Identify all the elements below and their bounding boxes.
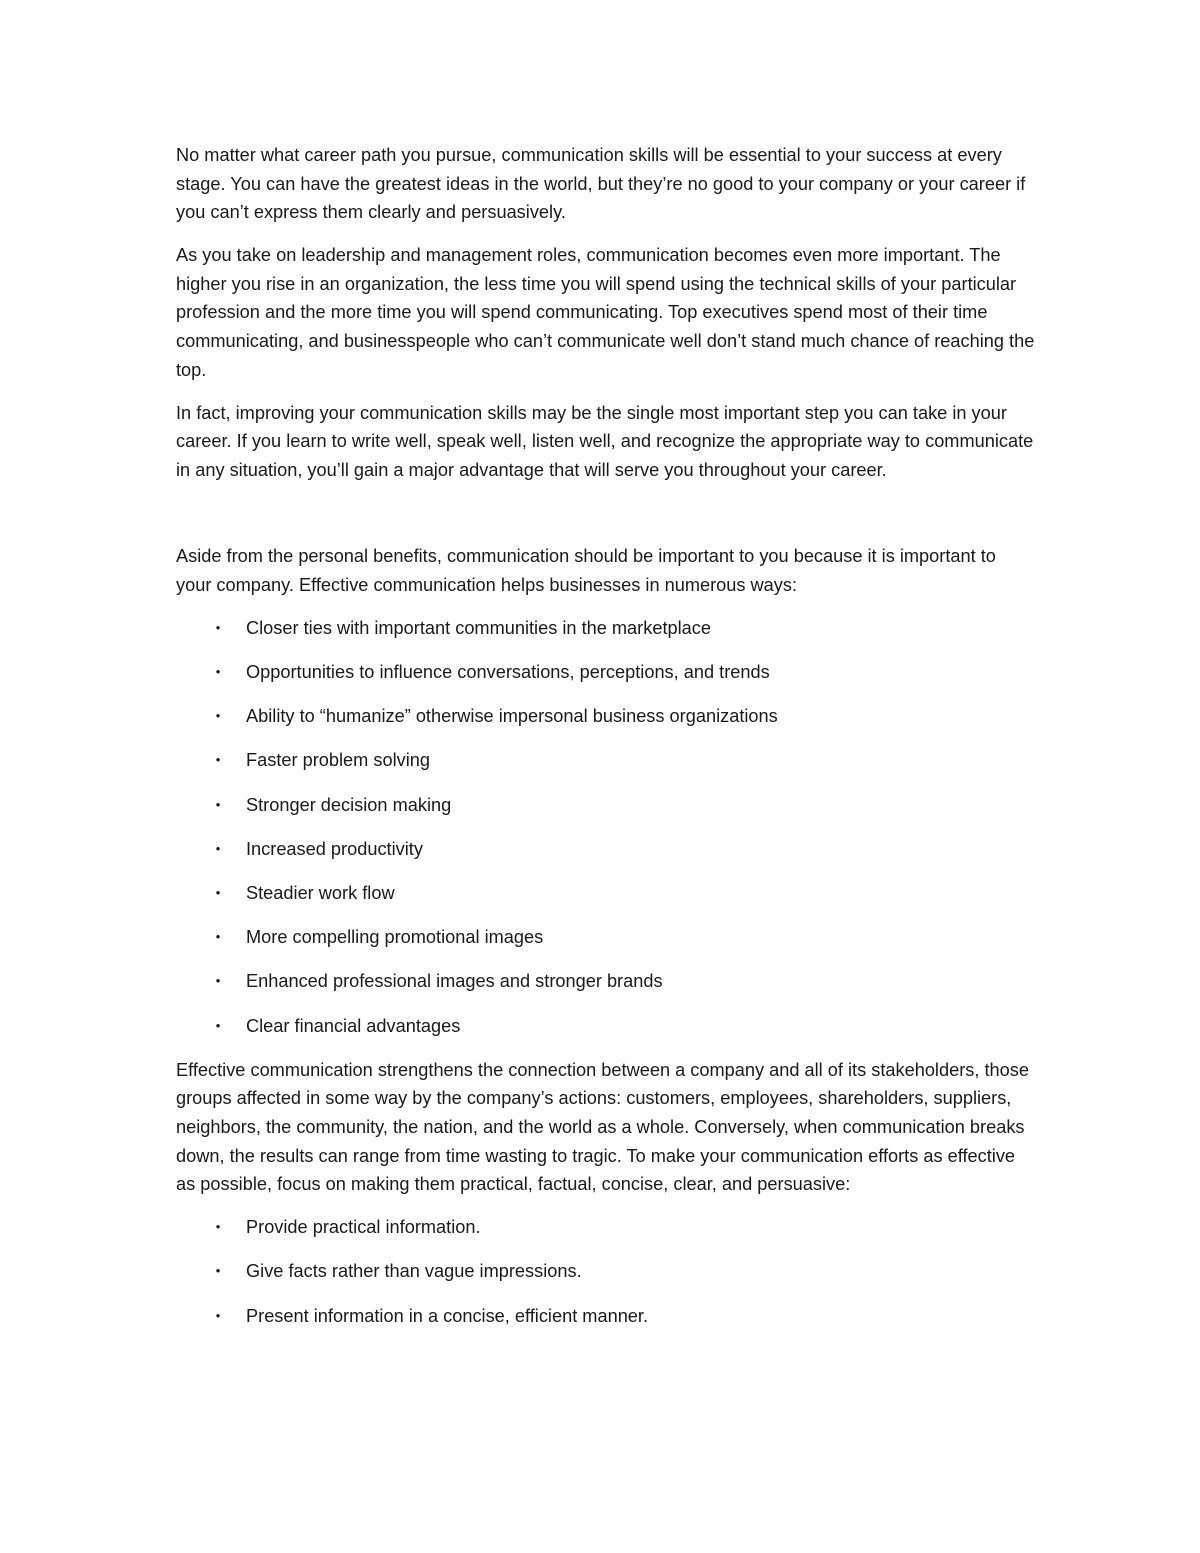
bullet-icon: •	[215, 752, 221, 768]
list-item	[176, 1302, 1036, 1331]
tips-list	[176, 1213, 1036, 1330]
bullet-icon: •	[215, 1263, 221, 1279]
bullet-icon: •	[215, 973, 221, 989]
list-item	[176, 1213, 1036, 1242]
paragraph-benefits-intro: Aside from the personal benefits, communication should be important to you because it is important to your company. Effective communication helps businesses in numerous ways:	[176, 546, 996, 595]
list-item	[176, 614, 1036, 643]
bullet-icon: •	[215, 1307, 221, 1323]
list-item	[176, 923, 1036, 952]
bullet-icon: •	[215, 929, 221, 945]
list-item	[176, 746, 1036, 775]
paragraph-career-skills: No matter what career path you pursue, communication skills will be essential to your success at every stage. You can have the greatest ideas in the world, but they’re no good to your company or your career if you can’t express them clearly and persuasively.	[176, 145, 1026, 223]
list-item-text: Provide practical information.	[246, 1217, 481, 1238]
list-item-text: Present information in a concise, efficient manner.	[246, 1305, 649, 1326]
bullet-icon: •	[215, 664, 221, 680]
list-item	[176, 658, 1036, 687]
list-item	[176, 1012, 1036, 1041]
list-item-text: Ability to “humanize” otherwise impersonal business organizations	[246, 706, 778, 727]
list-item	[176, 791, 1036, 820]
list-item-text: Faster problem solving	[246, 750, 430, 771]
list-item-text: Give facts rather than vague impressions.	[246, 1261, 582, 1282]
list-item-text: Steadier work flow	[246, 883, 395, 904]
benefits-list	[176, 614, 1036, 1040]
bullet-icon: •	[215, 796, 221, 812]
list-item	[176, 879, 1036, 908]
list-item	[176, 967, 1036, 996]
list-item-text: Enhanced professional images and stronger brands	[246, 971, 663, 992]
paragraph-leadership: As you take on leadership and management roles, communication becomes even more important. The higher you rise in an organization, the less time you will spend using the technical skills of your particular profession and the more time you will spend communicating. Top executives spend most of their time communicating, and businesspeople who can’t communicate well don’t stand much chance of reaching the top.	[176, 245, 1035, 380]
bullet-icon: •	[215, 885, 221, 901]
list-item	[176, 1257, 1036, 1286]
list-item	[176, 702, 1036, 731]
bullet-icon: •	[215, 1017, 221, 1033]
list-item-text: Increased productivity	[246, 838, 423, 859]
bullet-icon: •	[215, 840, 221, 856]
list-item-text: Closer ties with important communities in the marketplace	[246, 617, 711, 638]
list-item-text: Stronger decision making	[246, 794, 452, 815]
bullet-icon: •	[215, 1219, 221, 1235]
list-item-text: Clear financial advantages	[246, 1015, 461, 1036]
list-item	[176, 835, 1036, 864]
list-item-text: Opportunities to influence conversations, perceptions, and trends	[246, 662, 770, 683]
bullet-icon: •	[215, 708, 221, 724]
paragraph-stakeholders: Effective communication strengthens the connection between a company and all of its stakeholders, those groups affected in some way by the company’s actions: customers, employees, shareholders, suppliers, neighbors, the community, the nation, and the world as a whole. Conversely, when communication breaks down, the results can range from time wasting to tragic. To make your communication efforts as effective as possible, focus on making them practical, factual, concise, clear, and persuasive:	[176, 1059, 1029, 1195]
document-body	[176, 141, 1036, 1346]
paragraph-improving-skills: In fact, improving your communication skills may be the single most important step you can take in your career. If you learn to write well, speak well, listen well, and recognize the appropriate way to communicate in any situation, you’ll gain a major advantage that will serve you throughout your career.	[176, 402, 1034, 480]
list-item-text: More compelling promotional images	[246, 927, 544, 948]
bullet-icon: •	[215, 619, 221, 635]
